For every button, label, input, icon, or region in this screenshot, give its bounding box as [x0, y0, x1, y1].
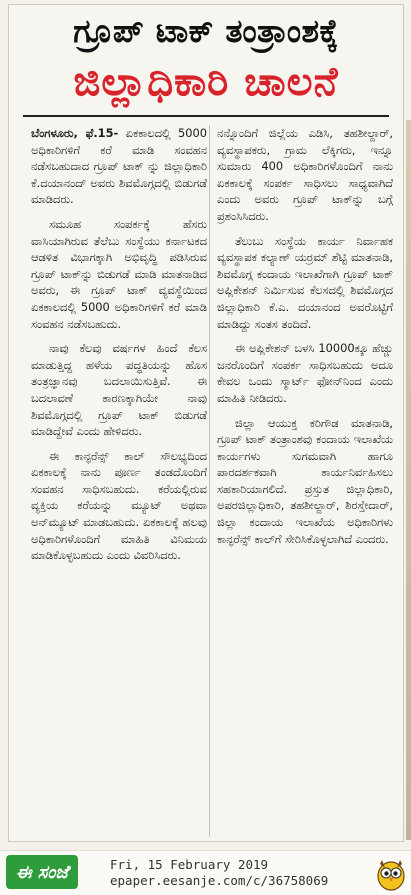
headline-line-1: ಗ್ರೂಪ್ ಟಾಕ್ ತಂತ್ರಾಂಶಕ್ಕೆ	[73, 12, 339, 50]
eesanje-logo[interactable]	[6, 855, 78, 889]
paragraph	[31, 125, 207, 208]
footer-info	[110, 857, 328, 889]
paragraph: ನಾವು ಕೆಲವು ವರ್ಷಗಳ ಹಿಂದೆ ಕೆಲಸ ಮಾಡುತ್ತಿದ್ದ ಹಳೆಯ ಪದ್ಧತಿಯನ್ನು ಹೊಸ ತಂತ್ರಜ್ಞಾನವು ಬದಲಾಯಿಸುತ್ತಿವೆ. ಈ ಬದಲಾವಣೆ ಕಾರಣಕ್ಕಾಗಿಯೇ ನಾವು ಶಿವಮೊಗ್ಗದಲ್ಲಿ ಗ್ರೂಪ್ ಟಾಕ್ ಬಿಡುಗಡೆ ಮಾಡಿದ್ದೇವೆ ಎಂದು ಹೇಳಿದರು.	[31, 341, 207, 439]
issue-date: Fri, 15 February 2019	[110, 857, 269, 872]
adjacent-page-edge	[406, 120, 411, 840]
owl-icon	[376, 857, 406, 891]
article-column-right	[217, 125, 393, 555]
paragraph: ಸಮೂಹ ಸಂಪರ್ಕಕ್ಕೆ ಹೆಸರು ವಾಸಿಯಾಗಿರುವ ತೆಲೆಬು ಸಂಸ್ಥೆಯು ಕರ್ನಾಟಕದ ಆಡಳಿತ ವಿಭಾಗಕ್ಕಾಗಿ ಅಭಿವೃದ್ಧಿ ಪಡಿಸಿರುವ ಗ್ರೂಪ್ ಟಾಕ್‌ನ್ನು ಬಿಡುಗಡೆ ಮಾಡಿ ಮಾತನಾಡಿದ ಅವರು, ಈ ಗ್ರೂಪ್ ಟಾಕ್ ವ್ಯವಸ್ಥೆಯಿಂದ ಏಕಕಾಲದಲ್ಲಿ 5000 ಅಧಿಕಾರಿಗಳಿಗೆ ಕರೆ ಮಾಡಿ ಸಂವಹನ ನಡೆಸಬಹುದು.	[31, 216, 207, 331]
epaper-url[interactable]: epaper.eesanje.com/c/36758069	[110, 873, 329, 888]
paragraph: ಈ ಅಪ್ಲಿಕೇಶನ್ ಬಳಸಿ 10000ಕ್ಕೂ ಹೆಚ್ಚು ಜನರೊಂದಿಗೆ ಸಂಪರ್ಕ ಸಾಧಿಸಬಹುದು ಅದೂ ಕೇವಲ ಒಂದು ಸ್ಮಾರ್ಟ್ ಫೋನ್‌ನಿಂದ ಎಂದು ಮಾಹಿತಿ ನೀಡಿದರು.	[217, 341, 393, 405]
paragraph-text: ಏಕಕಾಲದಲ್ಲಿ 5000 ಅಧಿಕಾರಿಗಳಿಗೆ ಕರೆ ಮಾಡಿ ಸಂವಹನ ನಡೆಸಬಹುದಾದ ಗ್ರೂಪ್ ಟಾಕ್ ನ್ನು ಜಿಲ್ಲಾಧಿಕಾರಿ ಕೆ.ದಯಾನಂದ್ ಅವರು ಶಿವಮೊಗ್ಗದಲ್ಲಿ ಬಿಡುಗಡೆ ಮಾಡಿದರು.	[31, 126, 207, 207]
paragraph: ತೆಲುಬು ಸಂಸ್ಥೆಯ ಕಾರ್ಯ ನಿರ್ವಾಹಕ ವ್ಯವಸ್ಥಾಪಕ ಕಲ್ಯಾಣ್ ಯರ್ರಮ್ ಶೆಟ್ಟಿ ಮಾತನಾಡಿ, ಶಿವಮೊಗ್ಗ ಕಂದಾಯ ಇಲಾಖೆಗಾಗಿ ಗ್ರೂಪ್ ಟಾಕ್ ಅಪ್ಲಿಕೇಶನ್ ನಿರ್ಮಿಸುವ ಕೆಲಸದಲ್ಲಿ ಶಿವಮೊಗ್ಗದ ಜಿಲ್ಲಾಧಿಕಾರಿ ಕೆ.ಎ. ದಯಾನಂದ ಅವರೊಟ್ಟಿಗೆ ಮಾಡಿದ್ದು ಸಂತಸ ತಂದಿದೆ.	[217, 233, 393, 331]
paragraph: ಈ ಕಾನ್ಫರೆನ್ಸ್ ಕಾಲ್ ಸೌಲಭ್ಯದಿಂದ ಏಕಕಾಲಕ್ಕೆ ನಾನು ಪೂರ್ಣ ತಂಡದೊಂದಿಗೆ ಸಂವಹನ ಸಾಧಿಸಬಹುದು. ಕರೆಯಲ್ಲಿರುವ ವ್ಯಕ್ತಿಯ ಕರೆಯನ್ನು ಮ್ಯೂಟ್ ಅಥವಾ ಅನ್‌ಮ್ಯೂಟ್ ಮಾಡಬಹುದು. ಏಕಕಾಲಕ್ಕೆ ಹಲವು ಅಧಿಕಾರಿಗಳೊಂದಿಗೆ ಮಾಹಿತಿ ವಿನಿಮಯ ಮಾಡಿಕೊಳ್ಳಬಹುದು ಎಂದು ವಿವರಿಸಿದರು.	[31, 448, 207, 563]
epaper-footer	[0, 850, 411, 895]
paragraph: ಜಿಲ್ಲಾ ಆಯುಕ್ತ ಕರಿಗೌಡ ಮಾತನಾಡಿ, ಗ್ರೂಪ್ ಟಾಕ್ ತಂತ್ರಾಂಶವು ಕಂದಾಯ ಇಲಾಖೆಯ ಕಾರ್ಯಗಳು ಸುಗಮವಾಗಿ ಹಾಗೂ ಪಾರದರ್ಶಕವಾಗಿ ಕಾರ್ಯನಿರ್ವಹಿಸಲು ಸಹಕಾರಿಯಾಗಲಿದೆ. ಪ್ರಸ್ತುತ ಜಿಲ್ಲಾಧಿಕಾರಿ, ಅಪರಜಿಲ್ಲಾಧಿಕಾರಿ, ತಹಶೀಲ್ದಾರ್, ಶಿರಸ್ತೇದಾರ್, ಜಿಲ್ಲಾ ಕಂದಾಯ ಇಲಾಖೆಯ ಅಧಿಕಾರಿಗಳು ಕಾನ್ಫರೆನ್ಸ್ ಕಾಲ್‌ಗೆ ಸೇರಿಸಿಕೊಳ್ಳಲಾಗಿದೆ ಎಂದರು.	[217, 415, 393, 546]
headline-rule	[23, 115, 389, 117]
news-clipping	[8, 4, 404, 842]
headline-line-2: ಜಿಲ್ಲಾಧಿಕಾರಿ ಚಾಲನೆ	[73, 59, 339, 105]
logo-text: ಈ ಸಂಜೆ	[15, 861, 69, 883]
dateline: ಬೆಂಗಳೂರು, ಫೆ.15-	[31, 126, 119, 140]
article-column-left	[31, 125, 207, 572]
paragraph: ನನ್ನೊಂದಿಗೆ ಜಿಲ್ಲೆಯ ಎಡಿಸಿ, ತಹಶೀಲ್ದಾರ್, ವ್ಯವಸ್ಥಾಪಕರು, ಗ್ರಾಮ ಲೆಕ್ಕಿಗರು, ಇನ್ನೂ ಸುಮಾರು 400 ಅಧಿಕಾರಿಗಳೊಂದಿಗೆ ನಾನು ಏಕಕಾಲಕ್ಕೆ ಸಂಪರ್ಕ ಸಾಧಿಸಲು ಸಾಧ್ಯವಾಗಿದೆ ಎಂದು ಅವರು ಗ್ರೂಪ್ ಟಾಕ್‌ನ್ನು ಬಗ್ಗೆ ಪ್ರಶಂಸಿಸಿದರು.	[217, 126, 393, 223]
column-divider	[209, 125, 210, 837]
